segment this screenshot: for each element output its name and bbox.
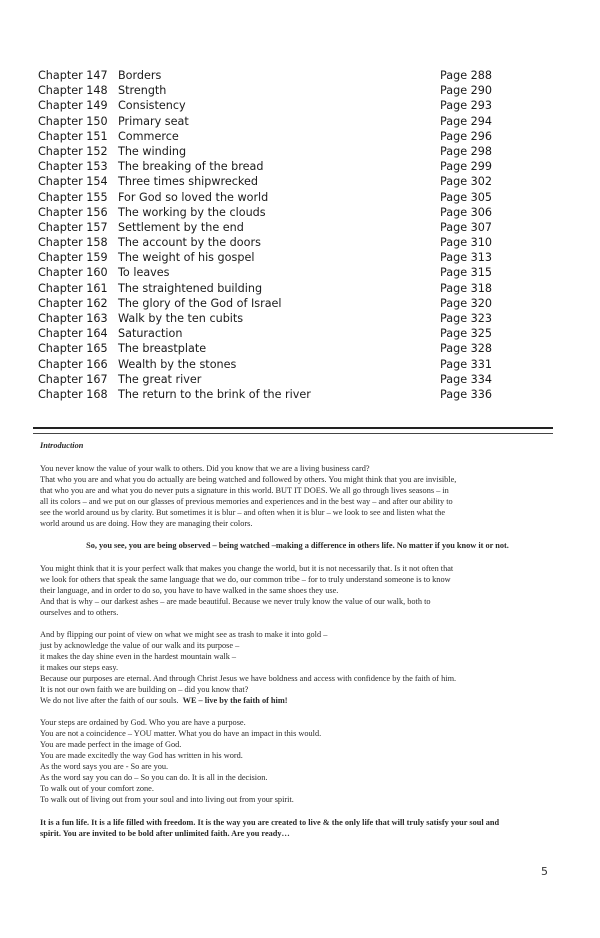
text-line: It is a fun life. It is a life filled with freedom. It is the way you are created to live & the only life that will truly satisfy your soul and [40,818,500,827]
toc-chapter: Chapter 160 [38,266,108,280]
toc-row [38,190,558,205]
toc-page: Page 302 [440,175,492,189]
toc-page: Page 315 [440,266,492,280]
text-line: And that is why – our darkest ashes – are made beautiful. Because we never truly know the value of our walk, both to [40,597,431,606]
text-fragment: We do not live after the faith of our souls. [40,696,179,705]
toc-title: To leaves [118,266,170,280]
toc-title: Borders [118,69,162,82]
intro-paragraph-4 [40,717,555,805]
toc-chapter: Chapter 155 [38,190,108,204]
toc-chapter: Chapter 149 [38,99,108,113]
toc-page: Page 293 [440,99,492,113]
text-line: Because our purposes are eternal. And through Christ Jesus we have boldness and access with confidence by the faith of him. [40,674,457,683]
toc-chapter: Chapter 165 [38,342,108,356]
toc-row [38,341,558,356]
toc-title: Strength [118,84,167,98]
toc-chapter: Chapter 157 [38,220,108,234]
toc-title: The working by the clouds [118,205,266,219]
toc-title: The return to the brink of the river [118,387,311,401]
toc-chapter: Chapter 161 [38,281,108,295]
intro-paragraph-2 [40,563,555,618]
text-line: And by flipping our point of view on what we might see as trash to make it into gold – [40,630,328,639]
closing-paragraph [40,817,555,839]
text-line: see the world around us by clarity. But sometimes it is blur – and often when it is blur – we look to see and listen what the [40,508,446,517]
toc-row [38,281,558,296]
text-line: world around us are doing. How they are managing their colors. [40,519,253,528]
text-line: You might think that it is your perfect walk that makes you change the world, but it is not necessarily that. Is it not often that [40,564,454,573]
toc-title: The breastplate [118,342,207,356]
intro-paragraph-3 [40,629,555,706]
toc-row [38,372,558,387]
toc-page: Page 290 [440,84,492,98]
toc-row [38,387,558,402]
toc-title: Walk by the ten cubits [118,312,244,325]
toc-page: Page 336 [440,387,492,401]
toc-row [38,98,558,113]
text-line: To walk out of living out from your soul and into living out from your spirit. [40,795,294,804]
toc-row [38,174,558,189]
toc-page: Page 310 [440,236,492,250]
toc-chapter: Chapter 162 [38,296,108,310]
toc-row [38,326,558,341]
text-line: just by acknowledge the value of our walk and its purpose – [40,641,240,650]
toc-row [38,205,558,220]
toc-title: Saturaction [118,327,183,341]
text-line: all its colors – and we put on our glasses of previous memories and experiences and in the best way – and after our ability to [40,497,453,506]
toc-title: The great river [118,372,202,386]
toc-title: The glory of the God of Israel [118,296,282,310]
toc-chapter: Chapter 150 [38,114,108,128]
toc-page: Page 305 [440,190,492,204]
toc-row [38,235,558,250]
text-line: It is not our own faith we are building on – did you know that? [40,685,249,694]
toc-row [38,114,558,129]
text-line: You are made excitedly the way God has written in his word. [40,751,243,760]
toc-row [38,83,558,98]
text-line: it makes the day shine even in the hardest mountain walk – [40,652,237,661]
toc-row [38,265,558,280]
toc-chapter: Chapter 158 [38,236,108,250]
toc-title: For God so loved the world [118,190,269,204]
toc-title: Three times shipwrecked [118,175,258,189]
toc-page: Page 318 [440,281,492,295]
toc-title: Commerce [118,129,179,143]
text-line: their language, and in order to do so, you have to have walked in the same shoes they use. [40,586,339,595]
toc-row [38,159,558,174]
text-line: You are made perfect in the image of God. [40,740,182,749]
text-line: spirit. You are invited to be bold after unlimited faith. Are you ready… [40,829,290,838]
toc-row [38,311,558,326]
toc-title: The winding [118,144,187,158]
intro-paragraph-1 [40,463,555,529]
toc-page: Page 307 [440,220,492,234]
introduction-heading: Introduction [40,441,84,450]
toc-row [38,68,558,83]
toc-title: Settlement by the end [118,220,244,234]
toc-chapter: Chapter 167 [38,372,108,386]
toc-page: Page 288 [440,69,492,82]
toc-chapter: Chapter 168 [38,387,108,401]
toc-page: Page 299 [440,160,492,174]
text-line: As the word say you can do – So you can do. It is all in the decision. [40,773,268,782]
toc-page: Page 323 [440,312,492,325]
text-line: it makes our steps easy. [40,663,119,672]
toc-chapter: Chapter 154 [38,175,108,189]
toc-title: The account by the doors [118,236,261,250]
table-of-contents [38,68,558,402]
text-line: That who you are and what you do actually are being watched and followed by others. You might think that you are invisible, [40,475,457,484]
text-line: You are not a coincidence – YOU matter. What you do have an impact in this would. [40,729,322,738]
toc-chapter: Chapter 156 [38,205,108,219]
toc-page: Page 320 [440,296,492,310]
toc-row [38,220,558,235]
text-line: we look for others that speak the same language that we do, our common tribe – for to truly understand someone is to know [40,575,451,584]
toc-chapter: Chapter 151 [38,129,108,143]
text-line [40,695,555,706]
toc-page: Page 334 [440,372,492,386]
toc-chapter: Chapter 159 [38,251,108,265]
toc-row [38,144,558,159]
toc-page: Page 325 [440,327,492,341]
text-line: ourselves and to others. [40,608,119,617]
toc-page: Page 306 [440,205,492,219]
toc-chapter: Chapter 152 [38,144,108,158]
page-number: 5 [541,865,548,878]
toc-chapter: Chapter 166 [38,357,108,371]
toc-chapter: Chapter 153 [38,160,108,174]
toc-page: Page 331 [440,357,492,371]
toc-chapter: Chapter 147 [38,69,108,82]
emphasis-line: So, you see, you are being observed – being watched –making a difference in others life. No matter if you know it or not. [86,541,509,550]
toc-row [38,296,558,311]
toc-title: Consistency [118,99,186,113]
text-line: that who you are and what you do never puts a signature in this world. BUT IT DOES. We all go through lives seasons – in [40,486,449,495]
text-line: You never know the value of your walk to others. Did you know that we are a living business card? [40,464,370,473]
toc-chapter: Chapter 163 [38,312,108,325]
toc-row [38,357,558,372]
text-line: Your steps are ordained by God. Who you are have a purpose. [40,718,246,727]
toc-row [38,129,558,144]
toc-title: The weight of his gospel [118,251,255,265]
section-divider-thin [33,433,553,434]
introduction-section [40,440,555,839]
toc-page: Page 296 [440,129,492,143]
toc-page: Page 294 [440,114,492,128]
toc-title: Wealth by the stones [118,357,237,371]
toc-title: The breaking of the bread [118,160,264,174]
bold-text-fragment: WE – live by the faith of him! [182,696,288,705]
toc-row [38,250,558,265]
toc-title: Primary seat [118,114,189,128]
toc-chapter: Chapter 148 [38,84,108,98]
text-line: To walk out of your comfort zone. [40,784,154,793]
toc-title: The straightened building [118,281,263,295]
toc-page: Page 313 [440,251,492,265]
toc-chapter: Chapter 164 [38,327,108,341]
toc-page: Page 298 [440,144,492,158]
text-line: As the word says you are - So are you. [40,762,169,771]
toc-page: Page 328 [440,342,492,356]
section-divider [33,427,553,429]
